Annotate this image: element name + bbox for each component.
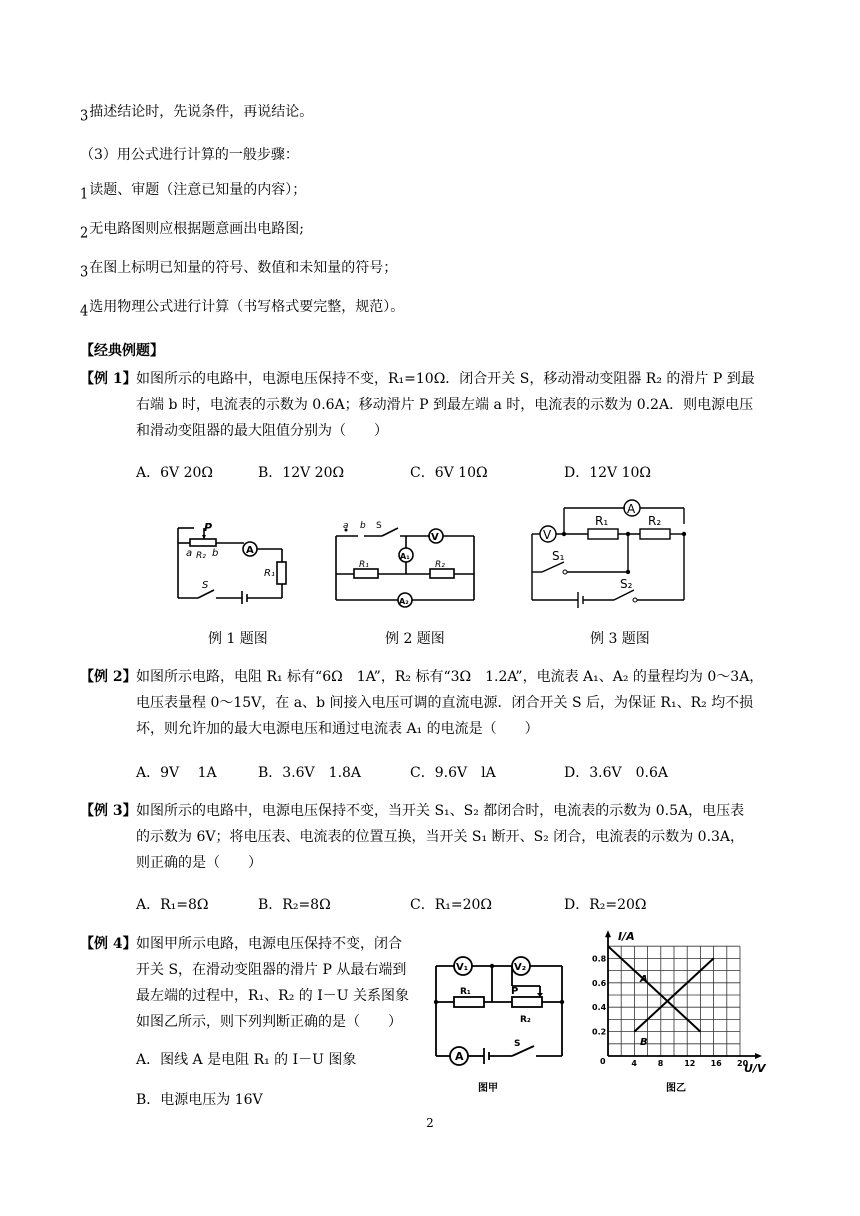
s2-label: S₂ xyxy=(620,577,633,591)
example-3-option-b: B．R₂=8Ω xyxy=(258,897,331,913)
step-text: 读题、审题（注意已知量的内容）； xyxy=(89,182,307,198)
terminal-a-label: a xyxy=(343,521,349,531)
example-2-option-d: D．3.6V 0.6A xyxy=(564,765,668,781)
step-line-1 xyxy=(80,102,314,126)
step-number: 4 xyxy=(80,302,89,321)
slider-label: P xyxy=(511,986,519,997)
origin-label: 0 xyxy=(600,1057,606,1066)
example-4-iu-chart xyxy=(590,928,776,1098)
figure-yi-caption: 图乙 xyxy=(666,1083,686,1094)
example-2-option-c: C．9.6V lA xyxy=(410,765,496,781)
y-tick-label: 0.6 xyxy=(592,978,607,988)
x-axis-arrow xyxy=(755,1053,762,1059)
ammeter-symbol: A xyxy=(455,1050,464,1063)
r1-label: R₁ xyxy=(595,514,609,528)
y-axis-label: I/A xyxy=(618,930,635,943)
r1-label: R₁ xyxy=(359,560,369,570)
x-tick-label: 16 xyxy=(710,1059,722,1068)
example-3-option-c: C．R₁=20Ω xyxy=(410,897,493,913)
x-axis-label: U/V xyxy=(744,1062,766,1075)
voltmeter-symbol: V xyxy=(543,528,552,542)
example-1-figure-caption: 例 1 题图 xyxy=(208,631,268,647)
example-4-option-b: B．电源电压为 16V xyxy=(136,1092,263,1108)
terminal-b-label: b xyxy=(360,521,366,531)
example-2-option-b: B．3.6V 1.8A xyxy=(258,765,362,781)
example-4-line-4: 如图乙所示，则下列判断正确的是（ ） xyxy=(136,1014,402,1030)
x-tick-label: 4 xyxy=(631,1059,637,1068)
y-tick-label: 0.2 xyxy=(592,1027,607,1037)
chart-axes xyxy=(605,930,762,1059)
line-b-label: B xyxy=(640,1037,648,1048)
formula-steps-heading: （3）用公式进行计算的一般步骤： xyxy=(80,147,299,163)
example-2-line-2: 电压表量程 0～15V，在 a、b 间接入电压可调的直流电源．闭合开关 S 后，为保证 R₁、R₂ 均不损 xyxy=(136,695,754,711)
x-tick-label: 20 xyxy=(737,1059,749,1068)
example-1-circuit-diagram xyxy=(170,520,290,604)
step-text: 在图上标明已知量的符号、数值和未知量的符号； xyxy=(89,260,398,276)
example-1-option-a: A．6V 20Ω xyxy=(136,465,213,481)
example-3-line-3: 则正确的是（ ） xyxy=(136,855,262,871)
y-tick-label: 0.8 xyxy=(592,954,607,964)
v1-symbol: V₁ xyxy=(456,962,469,973)
step-line-2 xyxy=(80,180,307,204)
step-number: 2 xyxy=(80,224,89,243)
example-2-line-1: 如图所示电路，电阻 R₁ 标有“6Ω 1A”，R₂ 标有“3Ω 1.2A”，电流表 A₁、A₂ 的量程均为 0～3A， xyxy=(136,669,764,685)
switch-label: S xyxy=(376,521,382,531)
example-3-figure-caption: 例 3 题图 xyxy=(590,631,650,647)
ammeter-a1-symbol: A₁ xyxy=(400,552,410,561)
r2-label: R₂ xyxy=(435,560,445,570)
example-1-tag: 【例 1】 xyxy=(80,371,137,387)
ammeter-symbol: A xyxy=(627,502,636,516)
example-4-option-a: A．图线 A 是电阻 R₁ 的 I－U 图象 xyxy=(136,1052,357,1068)
r1-label: R₁ xyxy=(460,987,471,997)
step-number: 3 xyxy=(80,263,89,282)
r2-label: R₂ xyxy=(648,514,662,528)
switch-label: S xyxy=(514,1039,521,1049)
step-text: 描述结论时，先说条件，再说结论。 xyxy=(89,104,314,120)
example-1-option-d: D．12V 10Ω xyxy=(564,465,652,481)
section-title: 【经典例题】 xyxy=(80,343,164,359)
ammeter-a2-symbol: A₂ xyxy=(399,597,409,606)
step-text: 选用物理公式进行计算（书写格式要完整，规范）。 xyxy=(89,299,405,315)
y-tick-label: 0.4 xyxy=(592,1003,607,1013)
chart-grid xyxy=(608,946,740,1056)
terminal-b-label: b xyxy=(212,548,219,559)
r2-label: R₂ xyxy=(196,551,206,561)
voltmeter-symbol: V xyxy=(431,532,439,543)
example-3-line-1: 如图所示的电路中，电源电压保持不变，当开关 S₁、S₂ 都闭合时，电流表的示数为 0.5A，电压表 xyxy=(136,803,745,819)
example-3-option-a: A．R₁=8Ω xyxy=(136,897,209,913)
example-3-line-2: 的示数为 6V；将电压表、电流表的位置互换，当开关 S₁ 断开、S₂ 闭合，电流表的示数为 0.3A， xyxy=(136,829,745,845)
example-1-line-3: 和滑动变阻器的最大阻值分别为（ ） xyxy=(136,423,388,439)
step-line-4 xyxy=(80,258,398,282)
switch-label: S xyxy=(202,580,209,591)
step-number: 3 xyxy=(80,107,89,126)
step-line-5 xyxy=(80,297,405,321)
page-number: 2 xyxy=(426,1116,434,1130)
ammeter-symbol: A xyxy=(246,545,254,556)
example-2-line-3: 坏，则允许加的最大电源电压和通过电流表 A₁ 的电流是（ ） xyxy=(136,721,539,737)
terminal-a-label: a xyxy=(186,548,193,559)
example-4-circuit-diagram xyxy=(432,948,572,1096)
example-4-line-3: 最左端的过程中，R₁、R₂ 的 I－U 关系图象 xyxy=(136,988,409,1004)
step-line-3 xyxy=(80,219,304,243)
step-text: 无电路图则应根据题意画出电路图; xyxy=(89,221,304,237)
v2-symbol: V₂ xyxy=(514,962,527,973)
s1-label: S₁ xyxy=(552,549,565,563)
example-4-line-1: 如图甲所示电路，电源电压保持不变，闭合 xyxy=(136,936,402,952)
example-1-line-1: 如图所示的电路中，电源电压保持不变，R₁=10Ω．闭合开关 S，移动滑动变阻器 R₂ 的滑片 P 到最 xyxy=(136,371,755,387)
x-tick-label: 8 xyxy=(657,1059,664,1068)
series-line-a xyxy=(608,946,700,1031)
example-2-figure-caption: 例 2 题图 xyxy=(385,631,445,647)
y-axis-arrow xyxy=(605,930,611,937)
example-2-tag: 【例 2】 xyxy=(80,669,137,685)
slider-label: P xyxy=(204,521,213,534)
r1-label: R₁ xyxy=(264,568,275,579)
line-a-label: A xyxy=(640,974,648,985)
chart-ticks xyxy=(592,954,749,1068)
example-3-circuit-diagram xyxy=(528,494,692,608)
example-1-line-2: 右端 b 时，电流表的示数为 0.6A；移动滑片 P 到最左端 a 时，电流表的示数为 0.2A．则电源电压 xyxy=(136,397,754,413)
example-4-line-2: 开关 S，在滑动变阻器的滑片 P 从最右端到 xyxy=(136,962,407,978)
example-4-tag: 【例 4】 xyxy=(80,936,137,952)
r2-label: R₂ xyxy=(520,1015,531,1025)
figure-jia-caption: 图甲 xyxy=(478,1083,498,1094)
x-tick-label: 12 xyxy=(684,1059,696,1068)
step-number: 1 xyxy=(80,185,89,204)
example-1-option-c: C．6V 10Ω xyxy=(410,465,488,481)
example-2-option-a: A．9V 1A xyxy=(136,765,217,781)
example-3-tag: 【例 3】 xyxy=(80,803,137,819)
example-2-circuit-diagram xyxy=(334,518,480,610)
example-1-option-b: B．12V 20Ω xyxy=(258,465,345,481)
example-3-option-d: D．R₂=20Ω xyxy=(564,897,647,913)
